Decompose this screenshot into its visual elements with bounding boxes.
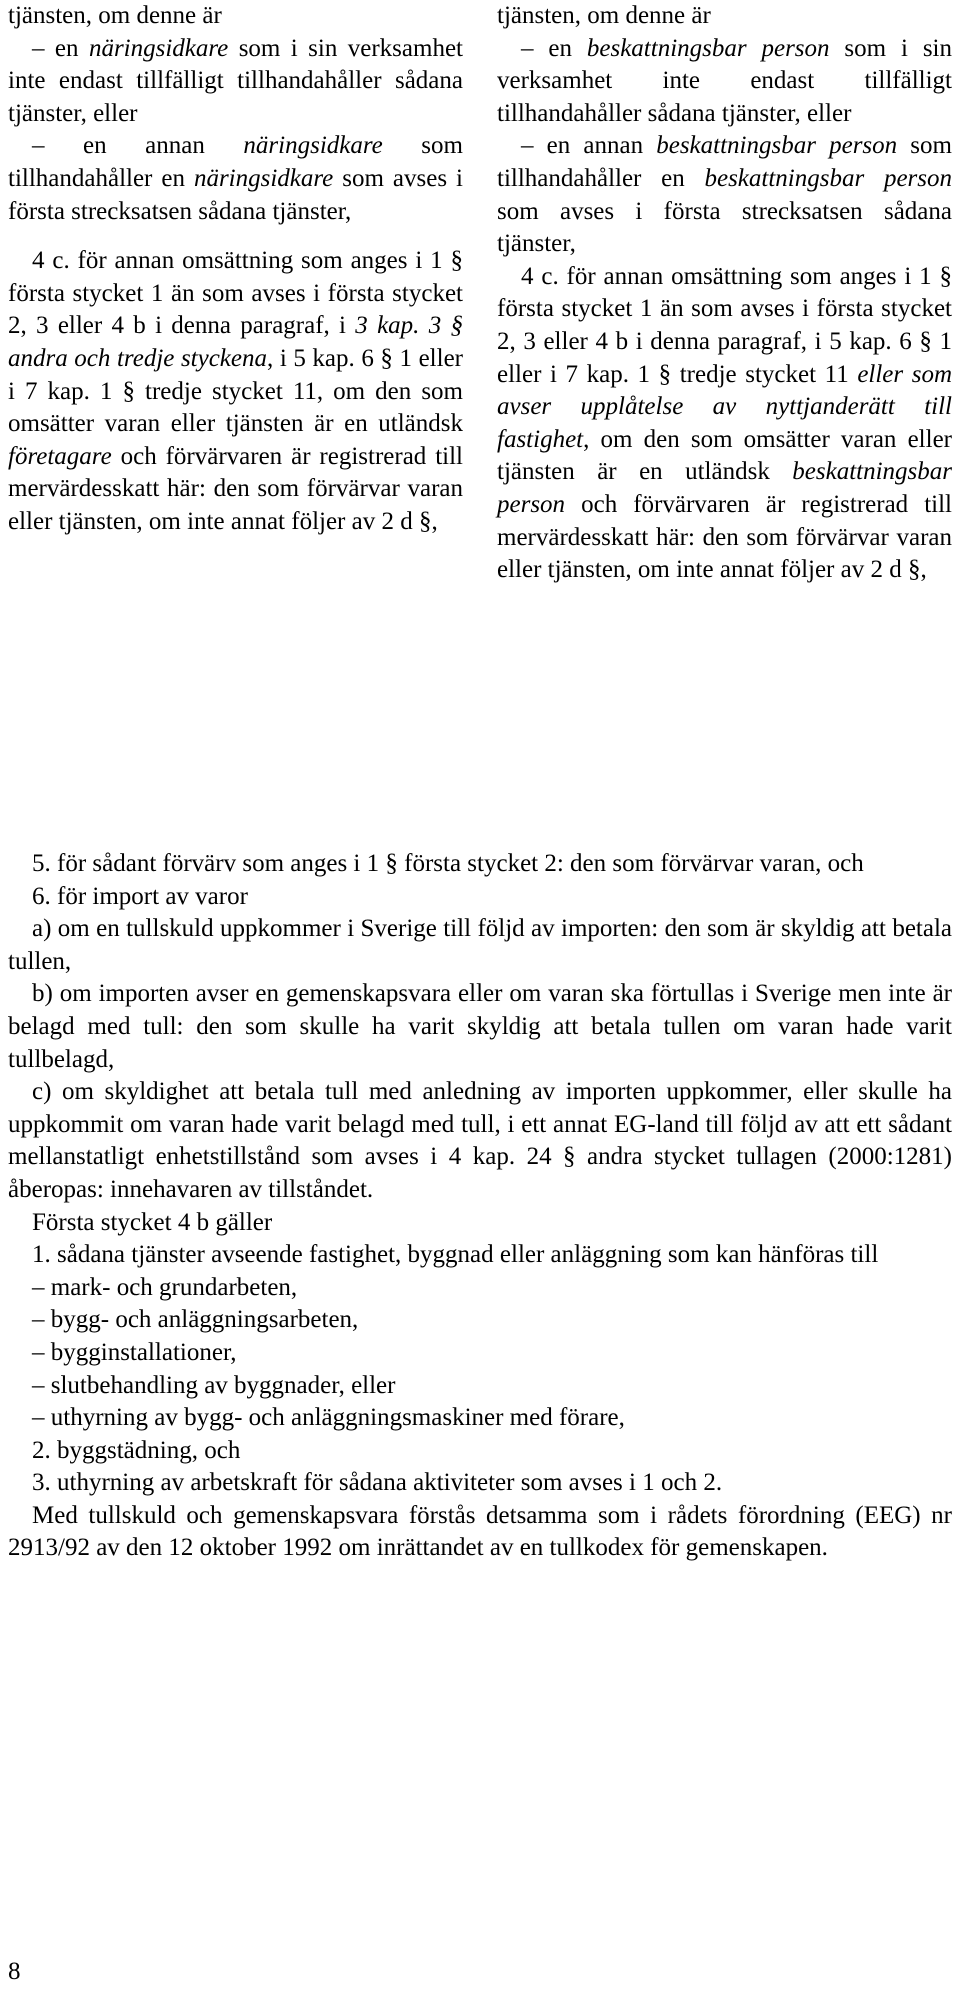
paragraph-6b: b) om importen avser en gemenskapsvara eller om varan ska förtullas i Sverige men inte är belagd med tull: den som skulle ha varit skyldig att betala tullen om varan hade varit tullbelagd, <box>8 980 952 1073</box>
list-item-1: 1. sådana tjänster avseende fastighet, byggnad eller anläggning som kan hänföras till <box>32 1241 879 1269</box>
italic-term: eller som avser upplåtelse av nyttjanderätt till fastighet <box>497 360 952 453</box>
dash-item <box>8 130 463 228</box>
italic-term: beskattningsbar person <box>497 458 952 518</box>
dash-item <box>497 130 952 260</box>
italic-term: näringsidkare <box>88 34 229 62</box>
text: som i sin verksamhet inte endast tillfälligt tillhandahåller sådana tjänster, eller <box>8 34 463 127</box>
text: som avses i första strecksatsen sådana tjänster, <box>8 164 463 225</box>
text: , i 5 kap. 6 § 1 eller i 7 kap. 1 § tredje stycket 11, om den som omsätter varan eller tjänsten är en utländsk <box>8 344 463 438</box>
italic-term: näringsidkare <box>193 164 334 192</box>
dash-item: – slutbehandling av byggnader, eller <box>32 1371 396 1399</box>
text: som avses i första strecksatsen sådana tjänster, <box>497 197 952 258</box>
dash-item: – bygg- och anläggningsarbeten, <box>32 1306 359 1334</box>
paragraph-4c <box>8 245 463 538</box>
list-item-3: 3. uthyrning av arbetskraft för sådana aktiviteter som avses i 1 och 2. <box>32 1469 723 1497</box>
full-width-text <box>8 848 952 1565</box>
text: – en annan <box>521 132 657 160</box>
paragraph-6c: c) om skyldighet att betala tull med anledning av importen uppkommer, eller skulle ha uppkommit om varan hade varit belagd med tull, i ett annat EG-land till följd av att ett sådant mellanstatligt enhetstillstånd som avses i 4 kap. 24 § andra stycket tullagen (2000:1281) åberopas: innehavaren av tillståndet. <box>8 1078 952 1203</box>
text: tjänsten, om denne är <box>8 2 222 29</box>
text: – en <box>32 34 89 62</box>
paragraph-definition: Med tullskuld och gemenskapsvara förstås detsamma som i rådets förordning (EEG) nr 2913/92 av den 12 oktober 1992 om inrättandet av en tullkodex för gemenskapen. <box>8 1501 952 1562</box>
text: som i sin verksamhet inte endast tillfälligt tillhandahåller sådana tjänster, eller <box>497 34 952 127</box>
two-column-comparison <box>8 0 952 870</box>
text: som tillhandahåller en <box>497 132 952 192</box>
italic-term: 3 kap. 3 § andra och tredje styckena <box>8 312 463 372</box>
dash-item: – mark- och grundarbeten, <box>32 1273 298 1301</box>
italic-term: företagare <box>8 442 112 470</box>
text: och förvärvaren är registrerad till mervärdesskatt här: den som förvärvar varan eller tjänsten, om inte annat följer av 2 d §, <box>8 442 463 535</box>
dash-item: – bygginstallationer, <box>32 1338 237 1366</box>
list-item-2: 2. byggstädning, och <box>32 1436 241 1464</box>
italic-term: beskattningsbar person <box>704 164 953 192</box>
text: 4 c. för annan omsättning som anges i 1 § första stycket 1 än som avses i första stycket 2, 3 eller 4 b i denna paragraf, i 5 kap. 6 § 1 eller i 7 kap. 1 § tredje stycket 11 <box>497 262 952 388</box>
text: och förvärvaren är registrerad till mervärdesskatt här: den som förvärvar varan eller tjänsten, om inte annat följer av 2 d §, <box>497 490 952 584</box>
paragraph-4c <box>497 261 952 587</box>
text: – en <box>521 34 587 62</box>
italic-term: beskattningsbar person <box>656 132 898 160</box>
dash-item: – uthyrning av bygg- och anläggningsmaskiner med förare, <box>32 1404 625 1432</box>
italic-term: beskattningsbar person <box>586 34 830 62</box>
text: 4 c. för annan omsättning som anges i 1 § första stycket 1 än som avses i första stycket 2, 3 eller 4 b i denna paragraf, i <box>8 247 463 340</box>
right-column-proposed-wording <box>497 0 952 587</box>
paragraph-6a: a) om en tullskuld uppkommer i Sverige till följd av importen: den som är skyldig att betala tullen, <box>8 915 952 975</box>
text: – en annan <box>32 132 244 160</box>
page-number: 8 <box>8 1958 21 1985</box>
paragraph-5: 5. för sådant förvärv som anges i 1 § första stycket 2: den som förvärvar varan, och <box>32 850 864 877</box>
text: , om den som omsätter varan eller tjänsten är en utländsk <box>497 425 952 486</box>
dash-item <box>8 33 463 131</box>
left-column-current-wording <box>8 0 463 539</box>
paragraph <box>497 0 952 33</box>
dash-item <box>497 33 952 131</box>
italic-term: näringsidkare <box>243 132 383 160</box>
paragraph-first-stycket: Första stycket 4 b gäller <box>32 1208 273 1236</box>
text: tjänsten, om denne är <box>497 2 711 29</box>
paragraph-6: 6. för import av varor <box>32 882 248 910</box>
paragraph <box>8 0 463 33</box>
text: som tillhandahåller en <box>8 132 463 192</box>
